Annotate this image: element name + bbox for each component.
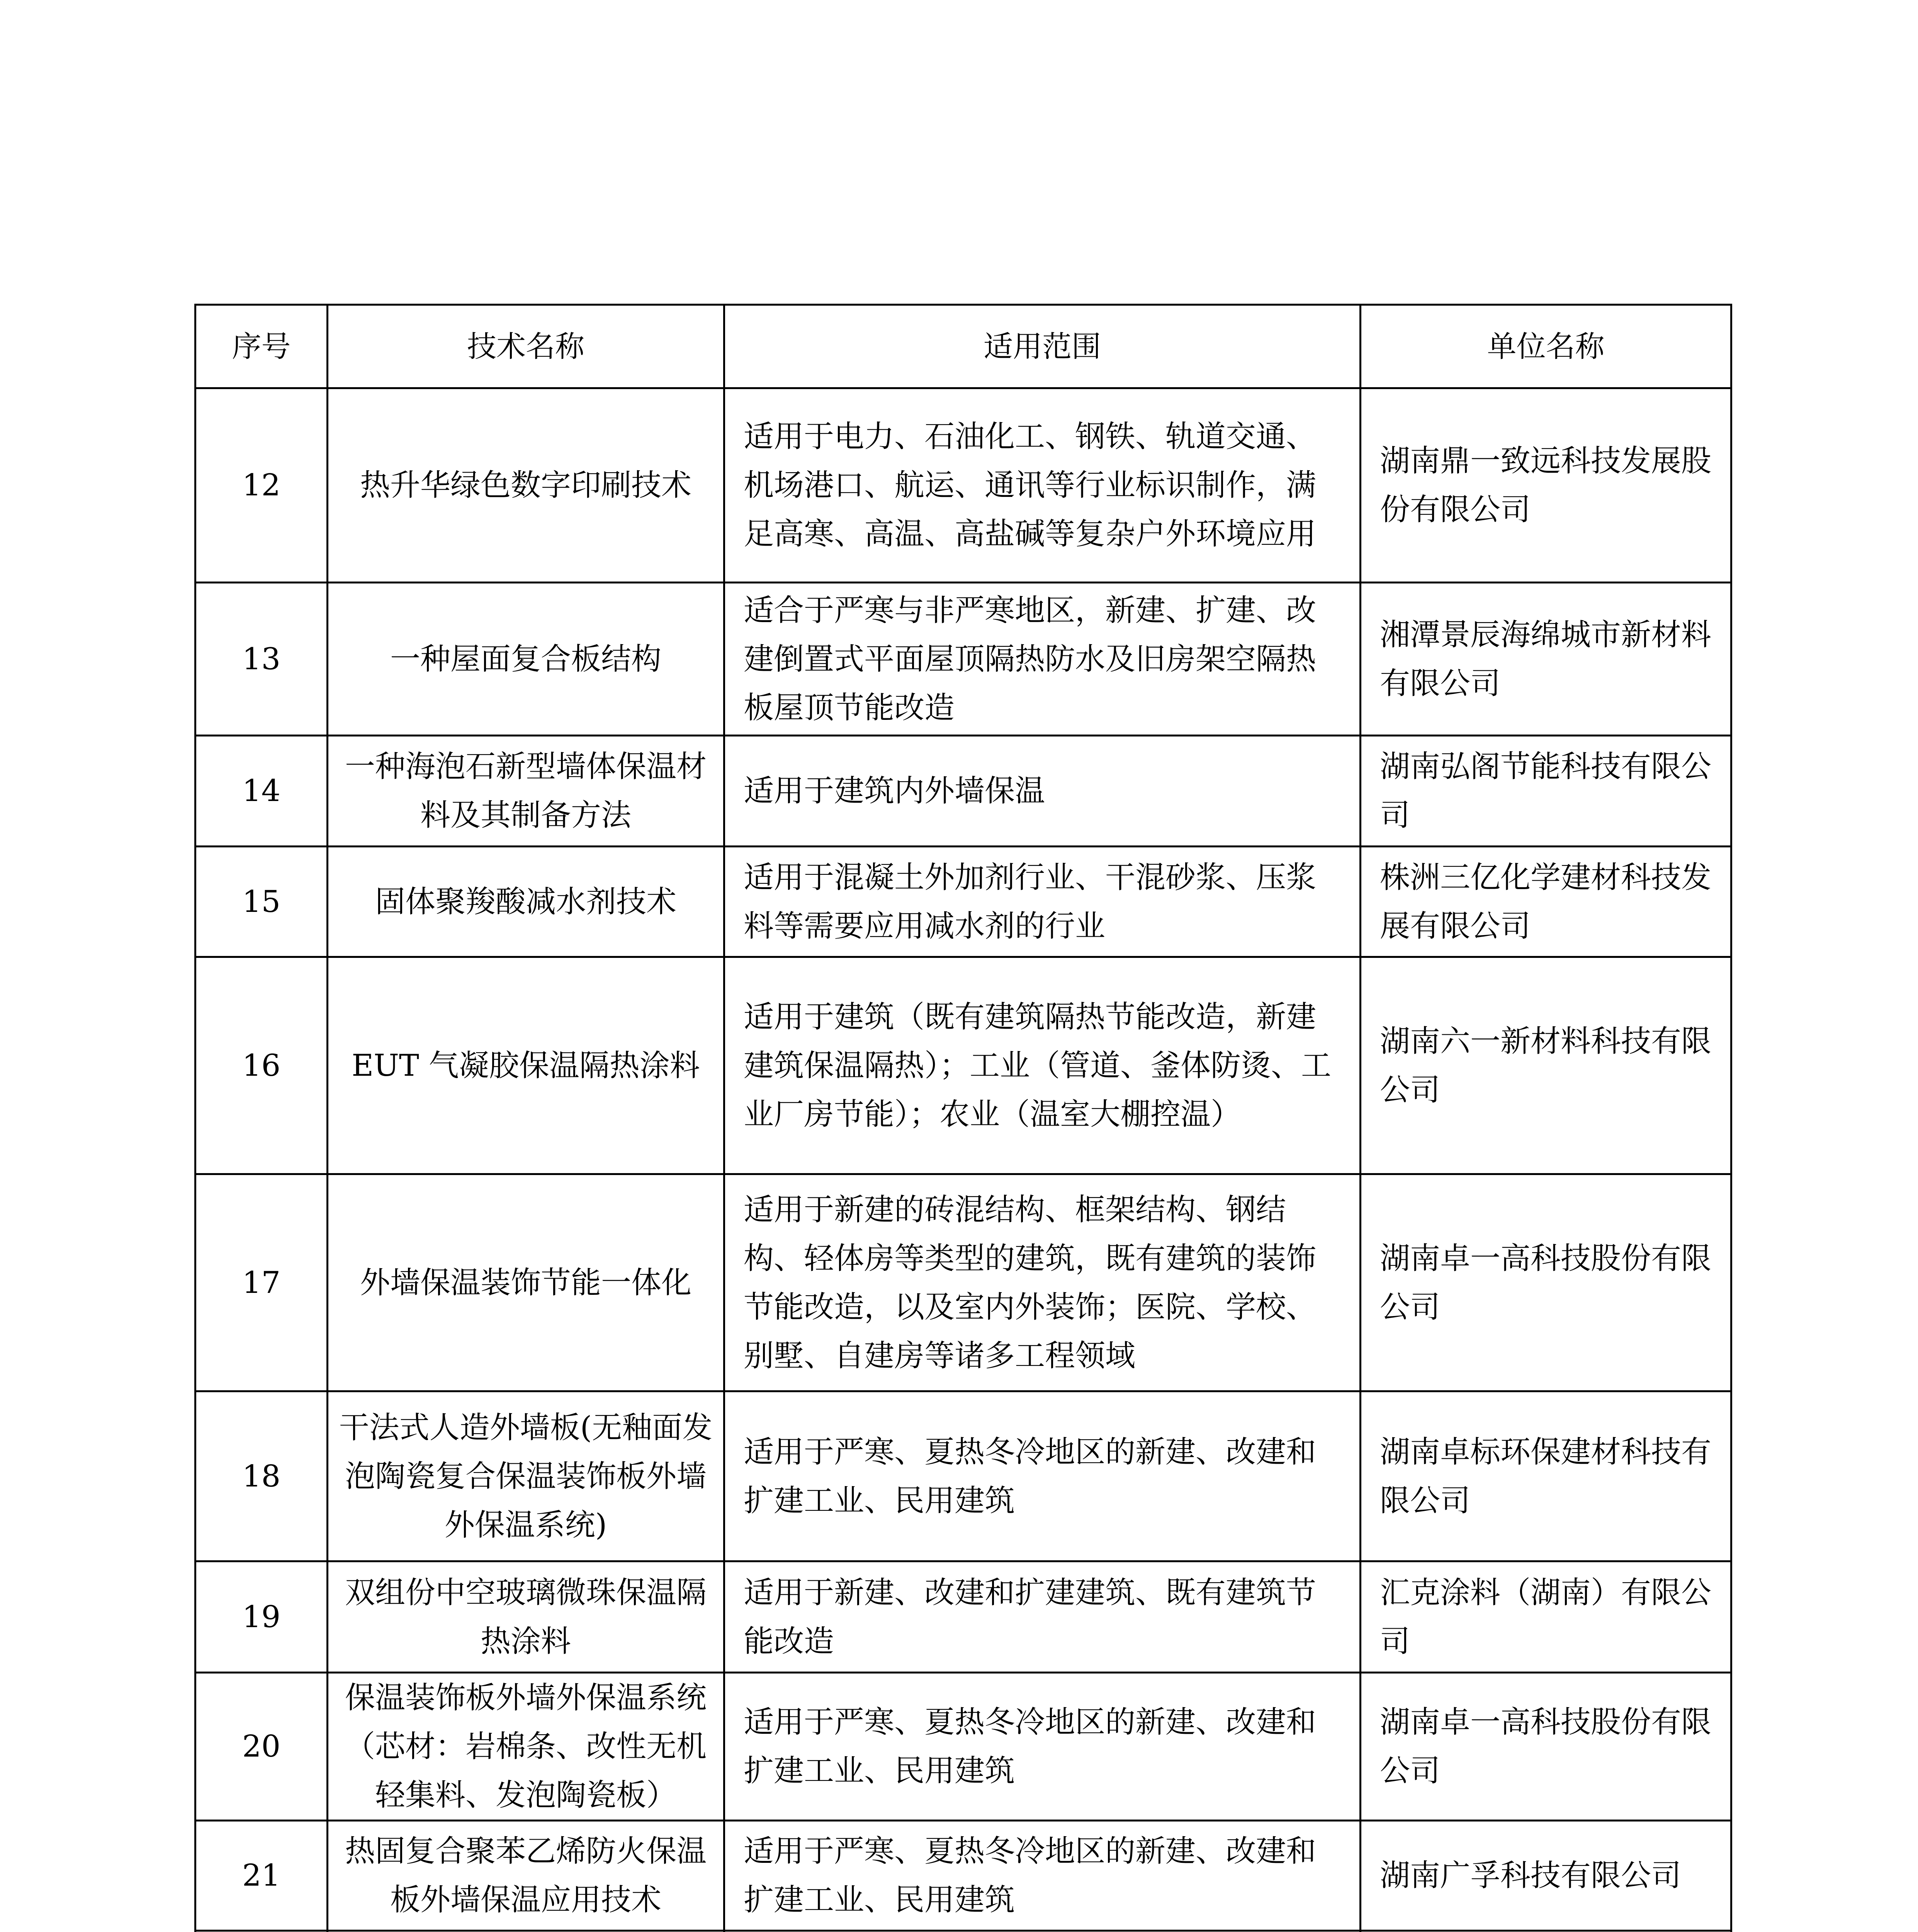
cell-name: 热升华绿色数字印刷技术 bbox=[328, 388, 724, 583]
table-header-row bbox=[195, 305, 1731, 388]
cell-seq: 20 bbox=[195, 1673, 328, 1821]
cell-seq: 13 bbox=[195, 583, 328, 736]
cell-scope: 适用于建筑内外墙保温 bbox=[724, 736, 1361, 847]
cell-seq: 19 bbox=[195, 1561, 328, 1673]
cell-unit: 湖南弘阁节能科技有限公司 bbox=[1361, 736, 1731, 847]
cell-name: 干法式人造外墙板(无釉面发泡陶瓷复合保温装饰板外墙外保温系统) bbox=[328, 1391, 724, 1561]
cell-unit bbox=[1361, 1931, 1731, 1932]
table-row bbox=[195, 1391, 1731, 1561]
table-row bbox=[195, 1174, 1731, 1391]
header-scope: 适用范围 bbox=[724, 305, 1361, 388]
cell-name: 固体聚羧酸减水剂技术 bbox=[328, 847, 724, 957]
cell-seq: 12 bbox=[195, 388, 328, 583]
cell-seq: 17 bbox=[195, 1174, 328, 1391]
cell-seq: 16 bbox=[195, 957, 328, 1174]
cell-name: 双组份中空玻璃微珠保温隔热涂料 bbox=[328, 1561, 724, 1673]
cell-name: 保温装饰板外墙外保温系统（芯材：岩棉条、改性无机轻集料、发泡陶瓷板） bbox=[328, 1673, 724, 1821]
cell-scope: 适合于严寒与非严寒地区，新建、扩建、改建倒置式平面屋顶隔热防水及旧房架空隔热板屋顶节能改造 bbox=[724, 583, 1361, 736]
cell-scope: 适用于建筑（既有建筑隔热节能改造，新建建筑保温隔热）；工业（管道、釜体防烫、工业厂房节能）；农业（温室大棚控温） bbox=[724, 957, 1361, 1174]
table-row bbox=[195, 957, 1731, 1174]
cell-unit: 湖南广孚科技有限公司 bbox=[1361, 1821, 1731, 1931]
cell-unit: 湖南鼎一致远科技发展股份有限公司 bbox=[1361, 388, 1731, 583]
cell-name: 一种海泡石新型墙体保温材料及其制备方法 bbox=[328, 736, 724, 847]
table-row bbox=[195, 1821, 1731, 1931]
table-row bbox=[195, 388, 1731, 583]
cell-name bbox=[328, 1931, 724, 1932]
cell-seq: 21 bbox=[195, 1821, 328, 1931]
header-seq: 序号 bbox=[195, 305, 328, 388]
cell-unit: 湘潭景辰海绵城市新材料有限公司 bbox=[1361, 583, 1731, 736]
cell-unit: 汇克涂料（湖南）有限公司 bbox=[1361, 1561, 1731, 1673]
table-row bbox=[195, 1561, 1731, 1673]
cell-scope: 适用于新建的砖混结构、框架结构、钢结构、轻体房等类型的建筑，既有建筑的装饰节能改造，以及室内外装饰；医院、学校、别墅、自建房等诸多工程领域 bbox=[724, 1174, 1361, 1391]
cell-scope: 适用于严寒、夏热冬冷地区的新建、改建和扩建工业、民用建筑 bbox=[724, 1391, 1361, 1561]
cell-seq: 14 bbox=[195, 736, 328, 847]
table-row bbox=[195, 583, 1731, 736]
cell-unit: 湖南卓标环保建材科技有限公司 bbox=[1361, 1391, 1731, 1561]
technology-table bbox=[194, 304, 1732, 1932]
cell-unit: 湖南卓一高科技股份有限公司 bbox=[1361, 1673, 1731, 1821]
cell-scope: 适用于严寒、夏热冬冷地区的新建、改建和扩建工业、民用建筑 bbox=[724, 1821, 1361, 1931]
cell-scope: 适用于严寒、夏热冬冷地区的新建、改建和扩建工业、民用建筑 bbox=[724, 1673, 1361, 1821]
cell-unit: 湖南卓一高科技股份有限公司 bbox=[1361, 1174, 1731, 1391]
cell-name: 热固复合聚苯乙烯防火保温板外墙保温应用技术 bbox=[328, 1821, 724, 1931]
cell-scope: 适用于新建、改建和扩建建筑、既有建筑节能改造 bbox=[724, 1561, 1361, 1673]
cell-name: 一种屋面复合板结构 bbox=[328, 583, 724, 736]
cell-seq: 18 bbox=[195, 1391, 328, 1561]
cell-scope bbox=[724, 1931, 1361, 1932]
table-row bbox=[195, 1673, 1731, 1821]
cell-name: EUT 气凝胶保温隔热涂料 bbox=[328, 957, 724, 1174]
cell-unit: 株洲三亿化学建材科技发展有限公司 bbox=[1361, 847, 1731, 957]
header-name: 技术名称 bbox=[328, 305, 724, 388]
header-unit: 单位名称 bbox=[1361, 305, 1731, 388]
cell-name: 外墙保温装饰节能一体化 bbox=[328, 1174, 724, 1391]
cell-unit: 湖南六一新材料科技有限公司 bbox=[1361, 957, 1731, 1174]
table-row bbox=[195, 736, 1731, 847]
cell-seq: 15 bbox=[195, 847, 328, 957]
table-row bbox=[195, 847, 1731, 957]
table-row bbox=[195, 1931, 1731, 1932]
cell-scope: 适用于电力、石油化工、钢铁、轨道交通、机场港口、航运、通讯等行业标识制作，满足高寒、高温、高盐碱等复杂户外环境应用 bbox=[724, 388, 1361, 583]
cell-seq bbox=[195, 1931, 328, 1932]
cell-scope: 适用于混凝土外加剂行业、干混砂浆、压浆料等需要应用减水剂的行业 bbox=[724, 847, 1361, 957]
